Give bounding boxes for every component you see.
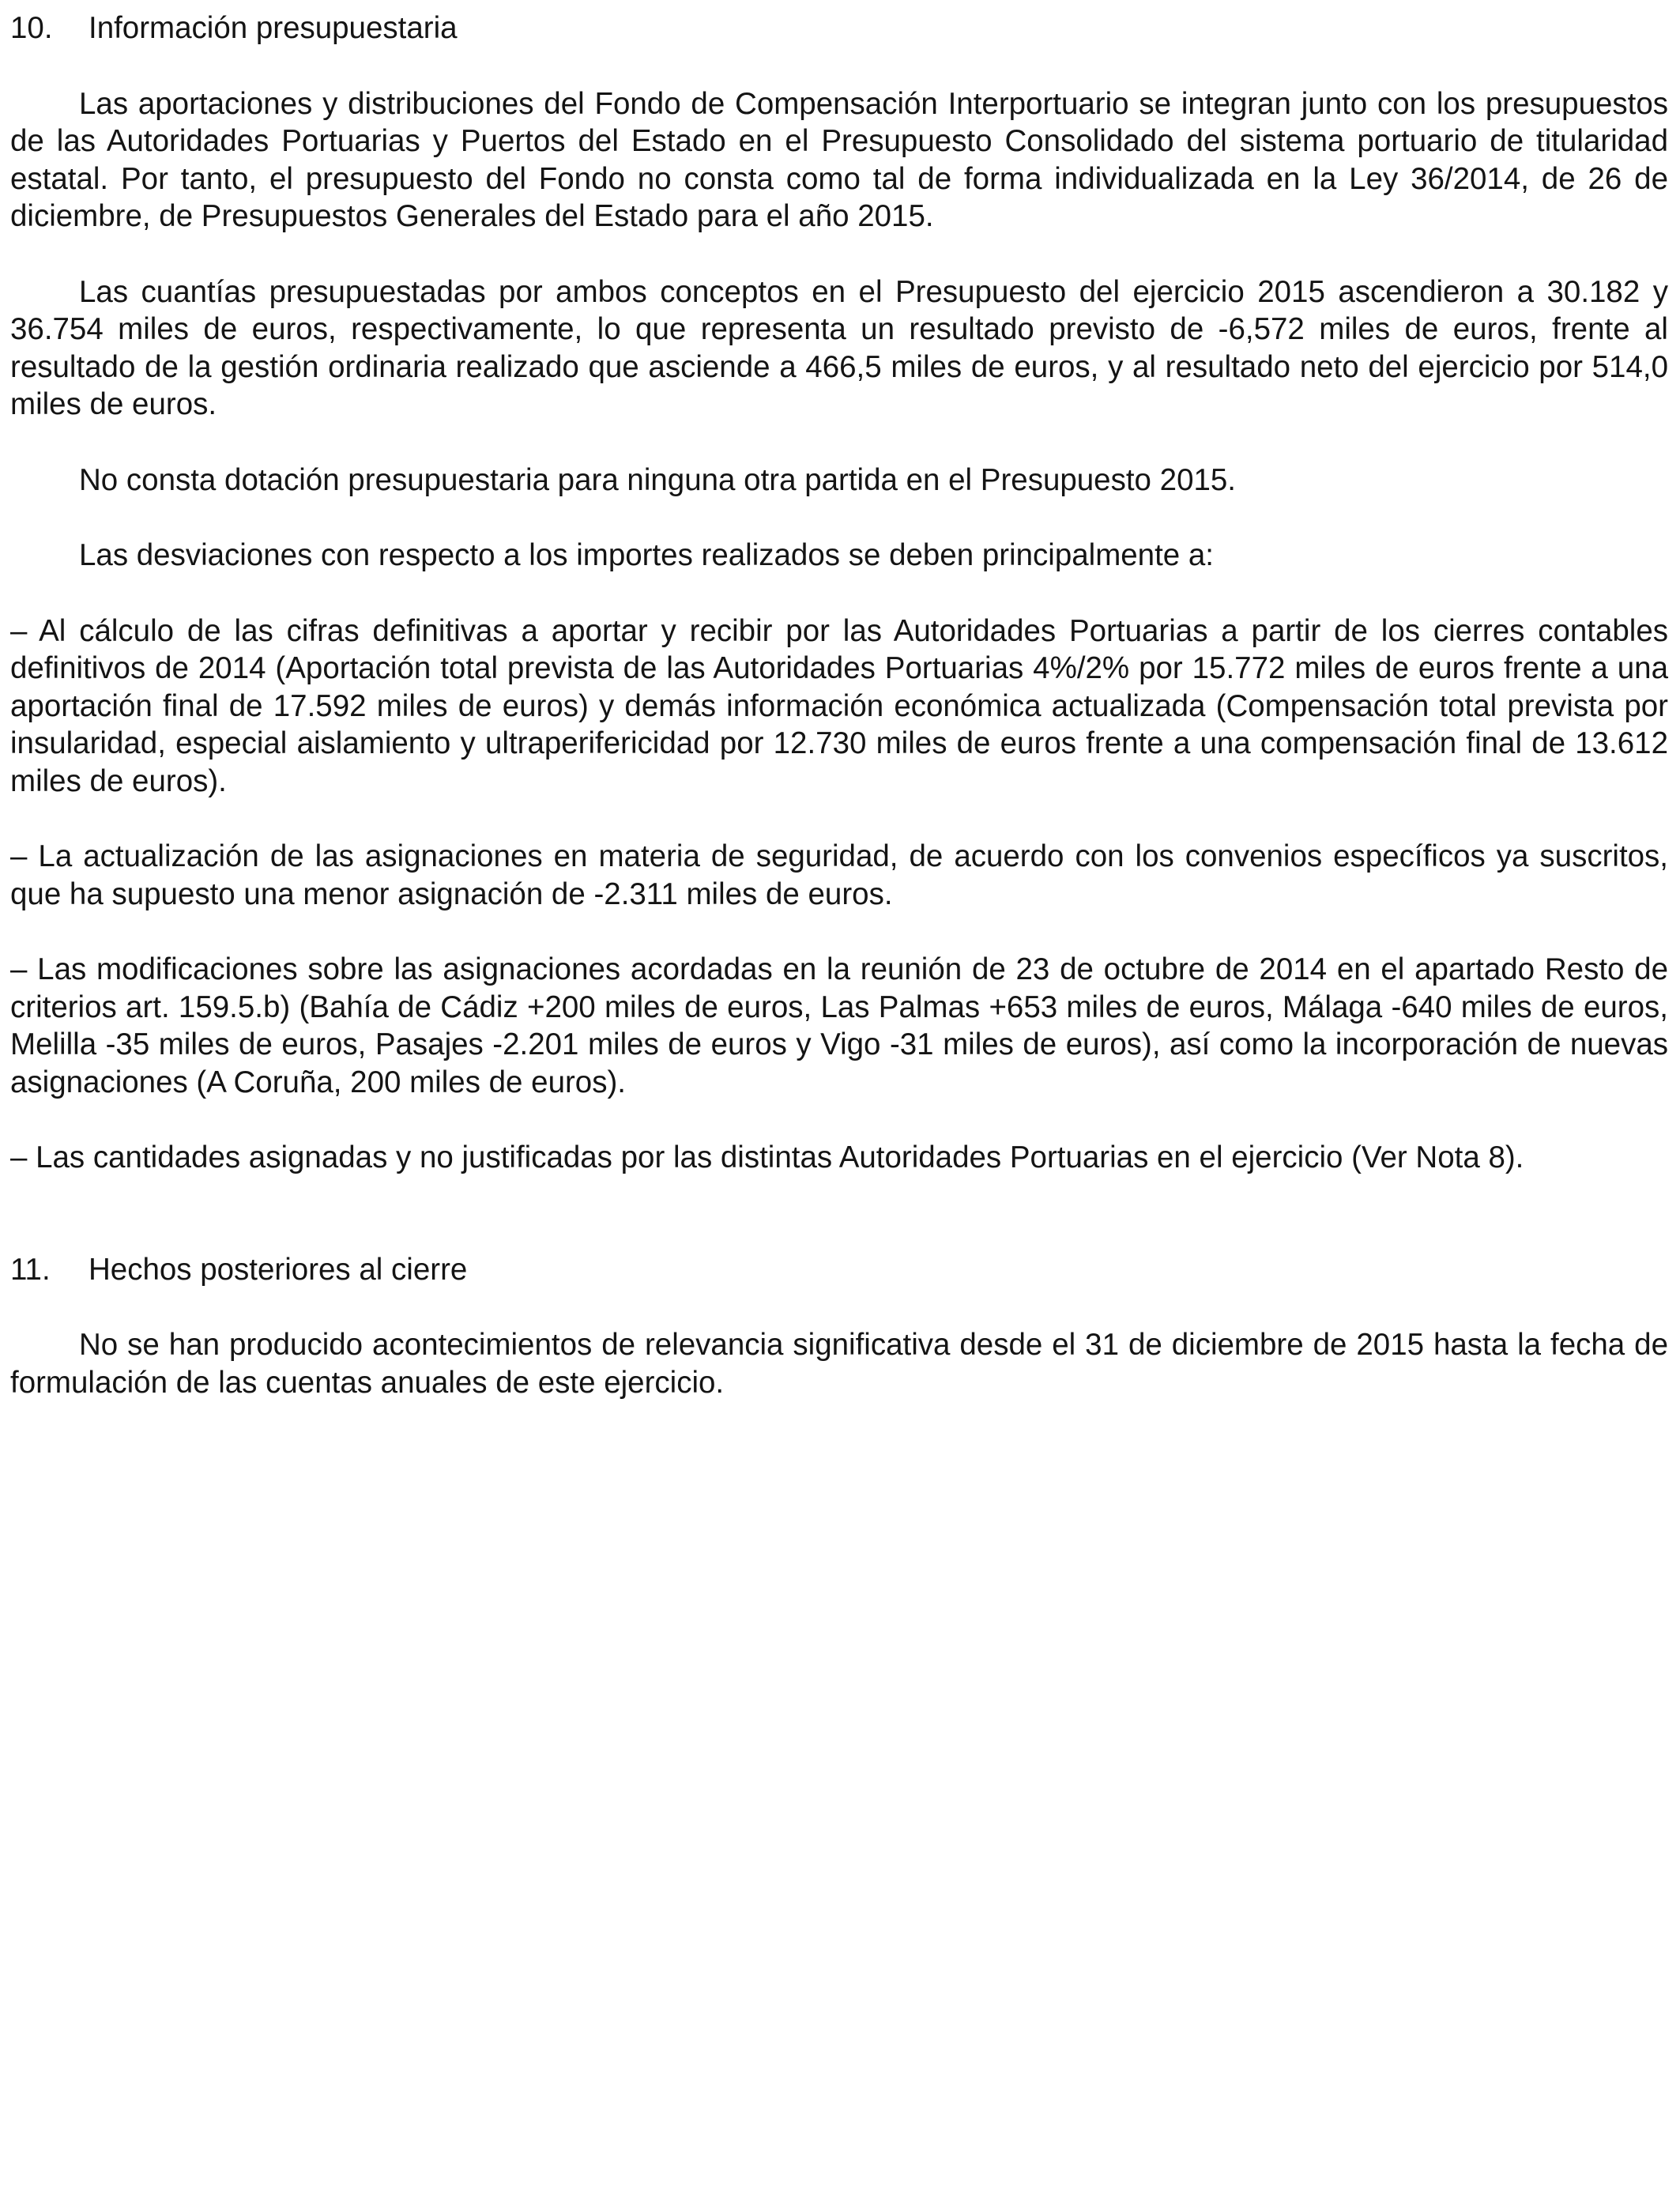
deviation-item: – La actualización de las asignaciones en materia de seguridad, de acuerdo con los convenios específicos ya suscritos, que ha supuesto una menor asignación de -2.311 miles de euros. <box>10 839 1668 911</box>
section-11-heading <box>10 1251 1668 1289</box>
section-10-number: 10. <box>10 11 53 45</box>
section-11-title: Hechos posteriores al cierre <box>89 1252 468 1287</box>
section-11-number: 11. <box>10 1252 51 1287</box>
section-11-paragraph: No se han producido acontecimientos de relevancia significativa desde el 31 de diciembre de 2015 hasta la fecha de formulación de las cuentas anuales de este ejercicio. <box>10 1328 1668 1400</box>
document-page <box>10 9 1668 1401</box>
deviation-item: – Las modificaciones sobre las asignaciones acordadas en la reunión de 23 de octubre de 2014 en el apartado Resto de criterios art. 159.5.b) (Bahía de Cádiz +200 miles de euros, Las Palmas +653 miles de euros, Málaga -640 miles de euros, Melilla -35 miles de euros, Pasajes -2.201 miles de euros y Vigo -31 miles de euros), así como la incorporación de nuevas asignaciones (A Coruña, 200 miles de euros). <box>10 952 1668 1099</box>
section-10-paragraph: Las desviaciones con respecto a los importes realizados se deben principalmente a: <box>79 538 1215 572</box>
deviation-item: – Al cálculo de las cifras definitivas a aportar y recibir por las Autoridades Portuarias a partir de los cierres contables definitivos de 2014 (Aportación total prevista de las Autoridades Portuarias 4%/2% por 15.772 miles de euros frente a una aportación final de 17.592 miles de euros) y demás información económica actualizada (Compensación total prevista por insularidad, especial aislamiento y ultraperifericidad por 12.730 miles de euros frente a una compensación final de 13.612 miles de euros). <box>10 613 1668 798</box>
deviation-item: – Las cantidades asignadas y no justificadas por las distintas Autoridades Portuarias en el ejercicio (Ver Nota 8). <box>10 1140 1524 1174</box>
section-10-paragraph: Las cuantías presupuestadas por ambos conceptos en el Presupuesto del ejercicio 2015 ascendieron a 30.182 y 36.754 miles de euros, respectivamente, lo que representa un resultado previsto de -6,572 miles de euros, frente al resultado de la gestión ordinaria realizado que asciende a 466,5 miles de euros, y al resultado neto del ejercicio por 514,0 miles de euros. <box>10 274 1668 421</box>
section-10-paragraph: Las aportaciones y distribuciones del Fondo de Compensación Interportuario se integran junto con los presupuestos de las Autoridades Portuarias y Puertos del Estado en el Presupuesto Consolidado del sistema portuario de titularidad estatal. Por tanto, el presupuesto del Fondo no consta como tal de forma individualizada en la Ley 36/2014, de 26 de diciembre, de Presupuestos Generales del Estado para el año 2015. <box>10 86 1668 233</box>
section-10-paragraph: No consta dotación presupuestaria para ninguna otra partida en el Presupuesto 2015. <box>79 462 1236 497</box>
section-10-title: Información presupuestaria <box>89 11 458 45</box>
section-10-heading <box>10 9 1668 47</box>
